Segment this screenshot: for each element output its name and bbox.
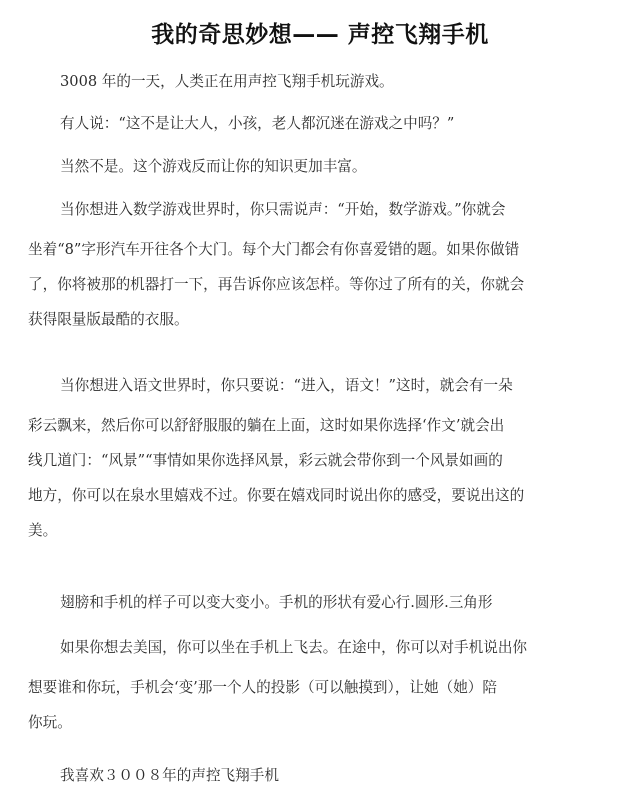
text-line: 有人说：“这不是让大人，小孩，老人都沉迷在游戏之中吗？” xyxy=(60,115,455,132)
paragraph xyxy=(60,149,620,184)
paragraph-continuation xyxy=(28,670,588,740)
paragraph xyxy=(60,630,620,665)
text-line: 了，你将被那的机器打一下，再告诉你应该怎样。等你过了所有的关，你就会 xyxy=(28,276,525,293)
text-line: 线几道门：“风景”“事情如果你选择风景，彩云就会带你到一个风景如画的 xyxy=(28,452,503,469)
text-line: 美。 xyxy=(28,522,58,539)
text-line: 当然不是。这个游戏反而让你的知识更加丰富。 xyxy=(60,158,367,175)
paragraph xyxy=(60,368,620,403)
text-line: 地方，你可以在泉水里嬉戏不过。你要在嬉戏同时说出你的感受，要说出这的 xyxy=(28,487,525,504)
paragraph-continuation xyxy=(28,232,588,337)
text-line: 当你想进入语文世界时，你只要说：“进入，语文！”这时，就会有一朵 xyxy=(60,377,513,394)
paragraph xyxy=(60,64,620,99)
text-line: 坐着“8”字形汽车开往各个大门。每个大门都会有你喜爱错的题。如果你做错 xyxy=(28,241,520,258)
text-line: 我喜欢３００８年的声控飞翔手机 xyxy=(60,767,279,784)
text-line: 想要谁和你玩，手机会‘变’那一个人的投影（可以触摸到），让她（她）陪 xyxy=(28,679,497,696)
text-line: 翅膀和手机的样子可以变大变小。手机的形状有爱心行.圆形.三角形 xyxy=(60,594,493,611)
text-line: 你玩。 xyxy=(28,714,72,731)
paragraph xyxy=(60,758,620,793)
text-line: 获得限量版最酷的衣服。 xyxy=(28,311,189,328)
paragraph xyxy=(60,106,620,141)
paragraph xyxy=(60,585,620,620)
text-line: 当你想进入数学游戏世界时，你只需说声：“开始，数学游戏。”你就会 xyxy=(60,201,506,218)
paragraph xyxy=(60,192,620,227)
document-title: 我的奇思妙想—— 声控飞翔手机 xyxy=(151,22,489,48)
paragraph-continuation xyxy=(28,408,588,548)
text-line: 3008 年的一天，人类正在用声控飞翔手机玩游戏。 xyxy=(60,73,394,90)
text-line: 彩云飘来，然后你可以舒舒服服的躺在上面，这时如果你选择‘作文’就会出 xyxy=(28,417,505,434)
text-line: 如果你想去美国，你可以坐在手机上飞去。在途中，你可以对手机说出你 xyxy=(60,639,528,656)
